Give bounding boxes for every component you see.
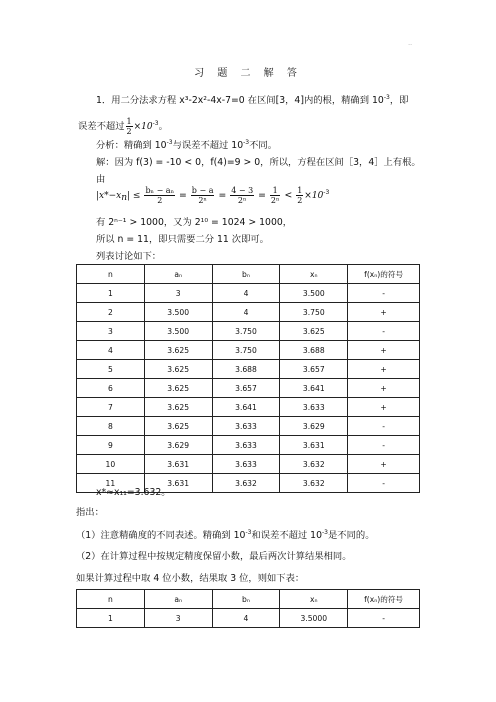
formula-frac-1	[144, 186, 175, 205]
table-cell: 4	[77, 341, 145, 360]
table-row	[77, 303, 420, 322]
table-cell: +	[348, 379, 420, 398]
table-cell: 3.750	[212, 322, 280, 341]
column-header: xₙ	[280, 590, 348, 609]
column-header: f(xₙ)的符号	[348, 265, 420, 284]
formula-exponent: -3	[323, 189, 330, 196]
table-cell: 3.629	[144, 436, 212, 455]
problem-line-2	[78, 117, 168, 136]
bisection-table-4-decimals-body	[77, 609, 420, 628]
note-1-text-c: 是不同的。	[328, 530, 375, 541]
frac5-num: 1	[297, 186, 303, 195]
table-cell: 3.500	[144, 322, 212, 341]
table-cell: 3.633	[212, 436, 280, 455]
table-cell: 3.633	[212, 417, 280, 436]
problem-times-ten: ×10	[133, 122, 153, 132]
problem-line2-pre: 误差不超过	[78, 121, 125, 132]
table-cell: 3.632	[280, 455, 348, 474]
column-header: xₙ	[280, 265, 348, 284]
frac4-den: 2ⁿ	[270, 196, 280, 205]
note-3: 如果计算过程中取 4 位小数，结果取 3 位，则如下表：	[76, 573, 305, 584]
table-cell: 3.688	[212, 360, 280, 379]
analysis-mid: 与误差不超过 10	[172, 140, 244, 151]
table-cell: 6	[77, 379, 145, 398]
solution-line-5: 列表讨论如下：	[96, 251, 162, 262]
formula-lt: <	[284, 190, 293, 201]
bisection-table-body	[77, 284, 420, 493]
analysis-text: 分析：精确到 10	[96, 140, 167, 151]
corner-mark: ..	[408, 40, 412, 47]
table-cell: +	[348, 398, 420, 417]
table-row	[77, 455, 420, 474]
frac2-num: b − a	[191, 186, 214, 195]
table-cell: 3	[77, 322, 145, 341]
table-cell: 3.632	[280, 474, 348, 493]
table-cell: 4	[212, 609, 280, 628]
table-cell: 3.631	[144, 474, 212, 493]
table-cell: +	[348, 303, 420, 322]
table-cell: -	[348, 284, 420, 303]
frac4-num: 1	[270, 186, 281, 196]
bisection-table-4-decimals-header	[77, 590, 420, 609]
table-cell: -	[348, 474, 420, 493]
frac1-num: bₙ − aₙ	[145, 186, 175, 195]
formula-eq-1: =	[179, 190, 187, 201]
column-header: bₙ	[212, 265, 280, 284]
table-cell: 3.500	[280, 284, 348, 303]
table-cell: -	[348, 322, 420, 341]
table-cell: 1	[77, 609, 145, 628]
formula-times-ten: ×10	[304, 191, 324, 201]
table-cell: 3	[144, 609, 212, 628]
result-line: x*≈x₁₁=3.632。	[96, 487, 171, 498]
note-1-text-b: 和误差不超过 10	[251, 530, 323, 541]
table-cell: 3.625	[144, 341, 212, 360]
table-cell: 9	[77, 436, 145, 455]
frac3-den: 2ⁿ	[237, 196, 247, 205]
fraction-denominator: 2	[126, 127, 132, 136]
table-cell: 3.633	[212, 455, 280, 474]
table-cell: 3	[144, 284, 212, 303]
table-cell: +	[348, 360, 420, 379]
table-cell: 1	[77, 284, 145, 303]
formula-lhs-sub: n	[121, 193, 128, 203]
table-cell: 3.633	[280, 398, 348, 417]
table-cell: 3.750	[212, 341, 280, 360]
bisection-table-4-decimals	[76, 589, 420, 628]
solution-line-2: 由	[96, 174, 106, 185]
error-bound-formula	[96, 186, 329, 205]
table-cell: 3.631	[280, 436, 348, 455]
bisection-table-header	[77, 265, 420, 284]
formula-frac-4	[270, 186, 281, 205]
note-1-text-a: （1）注意精确度的不同表述。精确到 10	[76, 530, 246, 541]
table-cell: 3.631	[144, 455, 212, 474]
table-cell: 3.632	[212, 474, 280, 493]
table-cell: 3.750	[280, 303, 348, 322]
table-row	[77, 436, 420, 455]
table-cell: 5	[77, 360, 145, 379]
table-cell: 11	[77, 474, 145, 493]
page-title: 习 题 二 解 答	[194, 68, 302, 79]
formula-eq-2: =	[218, 190, 227, 201]
table-cell: 3.625	[144, 398, 212, 417]
table-cell: 3.641	[212, 398, 280, 417]
frac1-den: 2	[157, 196, 163, 205]
table-cell: -	[348, 417, 420, 436]
table-cell: 4	[212, 284, 280, 303]
column-header: aₙ	[144, 265, 212, 284]
table-cell: 3.500	[144, 303, 212, 322]
note-1-exponent-2: -3	[322, 529, 328, 536]
column-header: n	[77, 590, 145, 609]
table-row	[77, 360, 420, 379]
note-1	[76, 530, 375, 542]
table-row	[77, 609, 420, 628]
table-cell: 3.625	[144, 360, 212, 379]
formula-frac-2	[191, 186, 215, 205]
table-cell: 2	[77, 303, 145, 322]
table-cell: 7	[77, 398, 145, 417]
table-cell: 3.657	[212, 379, 280, 398]
column-header: f(xₙ)的符号	[348, 590, 420, 609]
note-1-exponent-1: -3	[245, 529, 252, 536]
table-row	[77, 341, 420, 360]
solution-line-3: 有 2ⁿ⁻¹ > 1000，又为 2¹⁰ = 1024 > 1000，	[96, 217, 293, 228]
formula-lhs: |x*−x	[96, 191, 122, 201]
column-header: n	[77, 265, 145, 284]
table-cell: 3.641	[280, 379, 348, 398]
formula-lhs-tail: | ≤	[127, 191, 141, 201]
frac3-num: 4 − 3	[231, 186, 254, 195]
solution-line-4: 所以 n = 11，即只需要二分 11 次即可。	[96, 234, 269, 245]
table-cell: 4	[212, 303, 280, 322]
note-2: （2）在计算过程中按规定精度保留小数，最后两次计算结果相同。	[76, 551, 352, 562]
table-cell: 8	[77, 417, 145, 436]
table-header-row	[77, 590, 420, 609]
table-row	[77, 417, 420, 436]
table-cell: +	[348, 455, 420, 474]
fraction-half	[126, 117, 133, 136]
bisection-table	[76, 264, 420, 493]
problem-line2-tail: 。	[158, 121, 168, 132]
formula-eq-3: =	[258, 190, 266, 201]
table-cell: 3.625	[144, 379, 212, 398]
problem-line-1	[96, 95, 408, 107]
column-header: aₙ	[144, 590, 212, 609]
fraction-numerator: 1	[126, 117, 132, 126]
problem-text: ．用二分法求方程 x³-2x²-4x-7=0 在区间[3，4]内的根，精确到 10	[101, 95, 384, 106]
table-row	[77, 379, 420, 398]
analysis-tail: 不同。	[249, 140, 278, 151]
table-row	[77, 322, 420, 341]
table-cell: 3.629	[280, 417, 348, 436]
table-row	[77, 398, 420, 417]
table-header-row	[77, 265, 420, 284]
problem-number: 1	[96, 95, 102, 106]
analysis-exponent-2: -3	[243, 139, 250, 146]
analysis-line	[96, 140, 277, 152]
frac5-den: 2	[297, 196, 303, 205]
table-cell: 3.625	[280, 322, 348, 341]
formula-frac-5	[296, 186, 303, 205]
table-cell: +	[348, 341, 420, 360]
table-cell: 3.688	[280, 341, 348, 360]
table-cell: 10	[77, 455, 145, 474]
table-cell: -	[348, 436, 420, 455]
table-row	[77, 284, 420, 303]
problem-line2-exponent: -3	[152, 120, 159, 127]
problem-exponent: -3	[383, 94, 390, 101]
table-cell: 3.625	[144, 417, 212, 436]
problem-text-tail: ，即	[389, 95, 409, 106]
table-cell: 3.5000	[280, 609, 348, 628]
frac2-den: 2ⁿ	[198, 196, 207, 205]
table-cell: -	[348, 609, 420, 628]
column-header: bₙ	[212, 590, 280, 609]
formula-frac-3	[230, 186, 254, 205]
analysis-exponent-1: -3	[166, 139, 173, 146]
table-cell: 3.657	[280, 360, 348, 379]
solution-line-1: 解：因为 f(3) = -10 < 0，f(4)=9 > 0，所以，方程在区间［3，4］上有根。	[96, 157, 421, 168]
notes-heading: 指出：	[76, 507, 104, 518]
